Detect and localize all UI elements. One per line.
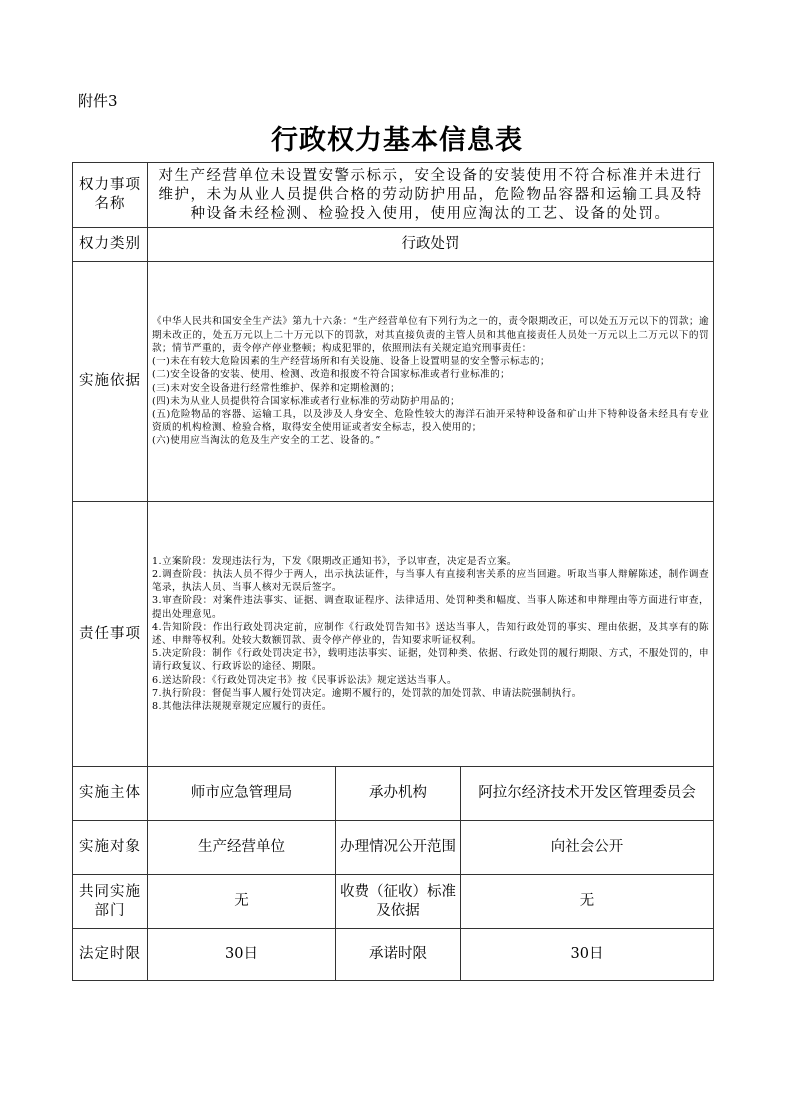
table-row (73, 228, 714, 262)
basis-line: (六)使用应当淘汰的危及生产安全的工艺、设备的。” (152, 435, 381, 447)
basis-line: (三)未对安全设备进行经常性维护、保养和定期检测的； (152, 382, 401, 394)
promised-limit-value: 30日 (461, 929, 714, 981)
table-row (73, 163, 714, 228)
power-name-label: 权力事项名称 (73, 163, 148, 228)
target-value: 生产经营单位 (148, 821, 336, 875)
table-row (73, 767, 714, 821)
subject-value: 师市应急管理局 (148, 767, 336, 821)
basis-line: (五)危险物品的容器、运输工具，以及涉及人身安全、危险性较大的海洋石油开采特种设备和矿山井下特种设备未经具有专业资质的机构检测、检验合格，取得安全使用证或者安全标志，投入使用的； (152, 408, 709, 434)
legal-limit-label: 法定时限 (73, 929, 148, 981)
promised-limit-label: 承诺时限 (336, 929, 461, 981)
fee-basis-value: 无 (461, 875, 714, 929)
basis-label: 实施依据 (73, 262, 148, 502)
power-category-value: 行政处罚 (148, 228, 714, 262)
table-row (73, 262, 714, 502)
target-label: 实施对象 (73, 821, 148, 875)
basis-line: (一)未在有较大危险因素的生产经营场所和有关设施、设备上设置明显的安全警示标志的； (152, 356, 551, 368)
power-name-value: 对生产经营单位未设置安警示标示，安全设备的安装使用不符合标准并未进行维护，未为从业人员提供合格的劳动防护用品，危险物品容器和运输工具及特种设备未经检测、检验投入使用，使用应淘汰的工艺、设备的处罚。 (148, 163, 714, 228)
table-row (73, 502, 714, 767)
handling-org-label: 承办机构 (336, 767, 461, 821)
basis-content (148, 262, 714, 502)
joint-dept-value: 无 (148, 875, 336, 929)
duties-label: 责任事项 (73, 502, 148, 767)
duty-line: 4.告知阶段：作出行政处罚决定前，应制作《行政处罚告知书》送达当事人，告知行政处罚的事实、理由依据，及其享有的陈述、申辩等权利。处较大数额罚款、责令停产停业的，告知要求听证权利。 (152, 621, 709, 646)
handling-org-value: 阿拉尔经济技术开发区管理委员会 (461, 767, 714, 821)
table-row (73, 875, 714, 929)
duty-line: 7.执行阶段：督促当事人履行处罚决定。逾期不履行的，处罚款的加处罚款、申请法院强制执行。 (152, 687, 582, 699)
basis-line: 《中华人民共和国安全生产法》第九十六条：“生产经营单位有下列行为之一的，责令限期改正，可以处五万元以下的罚款；逾期未改正的，处五万元以上二十万元以下的罚款，对其直接负责的主管人员和其他直接责任人员处一万元以上二万元以下的罚款；情节严重的，责令停产停业整顿；构成犯罪的，依照刑法有关规定追究刑事责任： (152, 316, 709, 354)
duty-line: 2.调查阶段：执法人员不得少于两人，出示执法证件，与当事人有直接利害关系的应当回避。听取当事人辩解陈述，制作调查笔录，执法人员、当事人核对无误后签字。 (152, 568, 709, 594)
duty-line: 1.立案阶段：发现违法行为，下发《限期改正通知书》，予以审查，决定是否立案。 (152, 555, 517, 567)
table-row (73, 929, 714, 981)
attachment-label: 附件3 (78, 92, 118, 110)
subject-label: 实施主体 (73, 767, 148, 821)
power-category-label: 权力类别 (73, 228, 148, 262)
disclosure-scope-label: 办理情况公开范围 (336, 821, 461, 875)
basis-line: (二)安全设备的安装、使用、检测、改造和报废不符合国家标准或者行业标准的； (152, 369, 511, 381)
basis-line: (四)未为从业人员提供符合国家标准或者行业标准的劳动防护用品的； (152, 395, 461, 407)
duty-line: 5.决定阶段：制作《行政处罚决定书》，载明违法事实、证据，处罚种类、依据、行政处罚的履行期限、方式，不服处罚的，申请行政复议、行政诉讼的途径、期限。 (152, 648, 709, 673)
info-table (72, 162, 714, 981)
duty-line: 6.送达阶段：《行政处罚决定书》按《民事诉讼法》规定送达当事人。 (152, 674, 457, 686)
disclosure-scope-value: 向社会公开 (461, 821, 714, 875)
page-title: 行政权力基本信息表 (271, 125, 523, 156)
fee-basis-label: 收费（征收）标准及依据 (336, 875, 461, 929)
joint-dept-label: 共同实施部门 (73, 875, 148, 929)
legal-limit-value: 30日 (148, 929, 336, 981)
table-row (73, 821, 714, 875)
duties-content (148, 502, 714, 767)
duty-line: 8.其他法律法规规章规定应履行的责任。 (152, 701, 332, 713)
duty-line: 3.审查阶段：对案件违法事实、证据、调查取证程序、法律适用、处罚种类和幅度、当事人陈述和申辩理由等方面进行审查，提出处理意见。 (152, 595, 709, 620)
